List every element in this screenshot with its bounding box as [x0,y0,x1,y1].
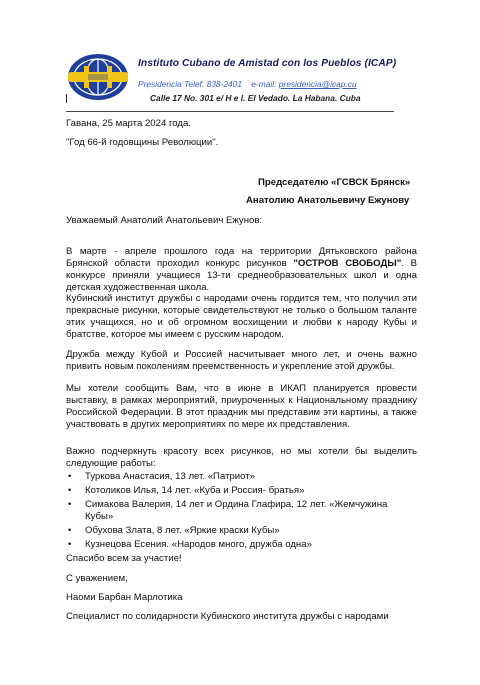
bullet-icon: • [68,485,72,496]
list-item [66,499,417,524]
text-cursor [66,94,67,103]
list-item-text: Котоликов Илья, 14 лет. «Куба и Россия- братья» [85,485,305,496]
list-item-text: Туркова Анастасия, 13 лет. «Патриот» [85,471,256,482]
letter-date: Гавана, 25 марта 2024 года. [66,118,191,129]
addressee-title: Председателю «ГСВСК Брянск» [258,177,411,188]
header-divider [66,111,394,112]
list-item [66,539,417,551]
organization-name: Instituto Cubano de Amistad con los Pueblos (ICAP) [138,58,397,69]
list-item-text: Симакова Валерия, 14 лет и Ордина Глафира, 12 лет. «Жемчужина Кубы» [85,499,388,523]
works-list [66,471,417,553]
bullet-icon: • [68,525,72,537]
paragraph-contest [66,246,417,295]
thanks-line: Спасибо всем за участие! [66,553,182,564]
contact-line [138,79,357,89]
icap-logo-icon [66,52,130,102]
list-item [66,485,417,497]
paragraph-friendship: Дружба между Кубой и Россией насчитывает много лет, и очень важно привить новым поколениям преемственность и укрепление этой дружбы. [66,348,417,372]
list-item-text: Обухова Злата, 8 лет. «Яркие краски Кубы» [85,525,280,537]
address-text: Calle 17 No. 301 e/ H e I. El Vedado. La Habana. Cuba [150,93,361,103]
paragraph-contest-text-b: . В конкурсе приняли учащиеся 13-ти среднеобразовательных школ и одна детская художественная школа. [66,257,418,294]
salutation: Уважаемый Анатолий Анатольевич Ежунов: [66,215,263,226]
paragraph-pride: Кубинский институт дружбы с народами очень гордится тем, что получил эти прекрасные рисунки, которые свидетельствуют не только о большом таланте этих учащихся, но и об огромном восхищении и любви к народу Кубы и братстве, которое мы имеем с русским народом. [66,292,417,341]
bullet-icon: • [68,499,72,510]
phone-text: Presidencia Telef. 838-2401 [138,79,242,89]
list-item-text: Кузнецова Есения. «Народов много, дружба одна» [85,539,312,551]
email-label: e-mail: [251,79,277,89]
paragraph-highlight: Важно подчеркнуть красоту всех рисунков, но мы хотели бы выделить следующие работы: [66,445,417,469]
bullet-icon: • [68,471,72,482]
list-item [66,471,417,483]
paragraph-exhibition: Мы хотели сообщить Вам, что в июне в ИКАП планируется провести выставку, в рамках мероприятий, приуроченных к Национальному празднику Российской Федерации. В этот праздник мы представим эти картины, а также участвовать в других мероприятиях по мере их представления. [66,382,417,431]
email-link[interactable]: presidencia@icap.cu [278,79,357,89]
list-item [66,525,417,537]
signer-name: Наоми Барбан Марлотика [66,592,183,603]
signer-position: Специалист по солидарности Кубинского института дружбы с народами [66,611,389,622]
addressee-name: Анатолию Анатольевичу Ежунову [246,195,410,206]
paragraph-contest-text-a: В марте - апреле прошлого года на территории Дятьковского района Брянской области проходил конкурс рисунков [66,245,417,269]
closing-line: С уважением, [66,573,128,584]
bullet-icon: • [68,539,72,551]
letter-motto: "Год 66-й годовщины Революции". [66,137,219,148]
contest-name: "ОСТРОВ СВОБОДЫ" [293,257,402,269]
